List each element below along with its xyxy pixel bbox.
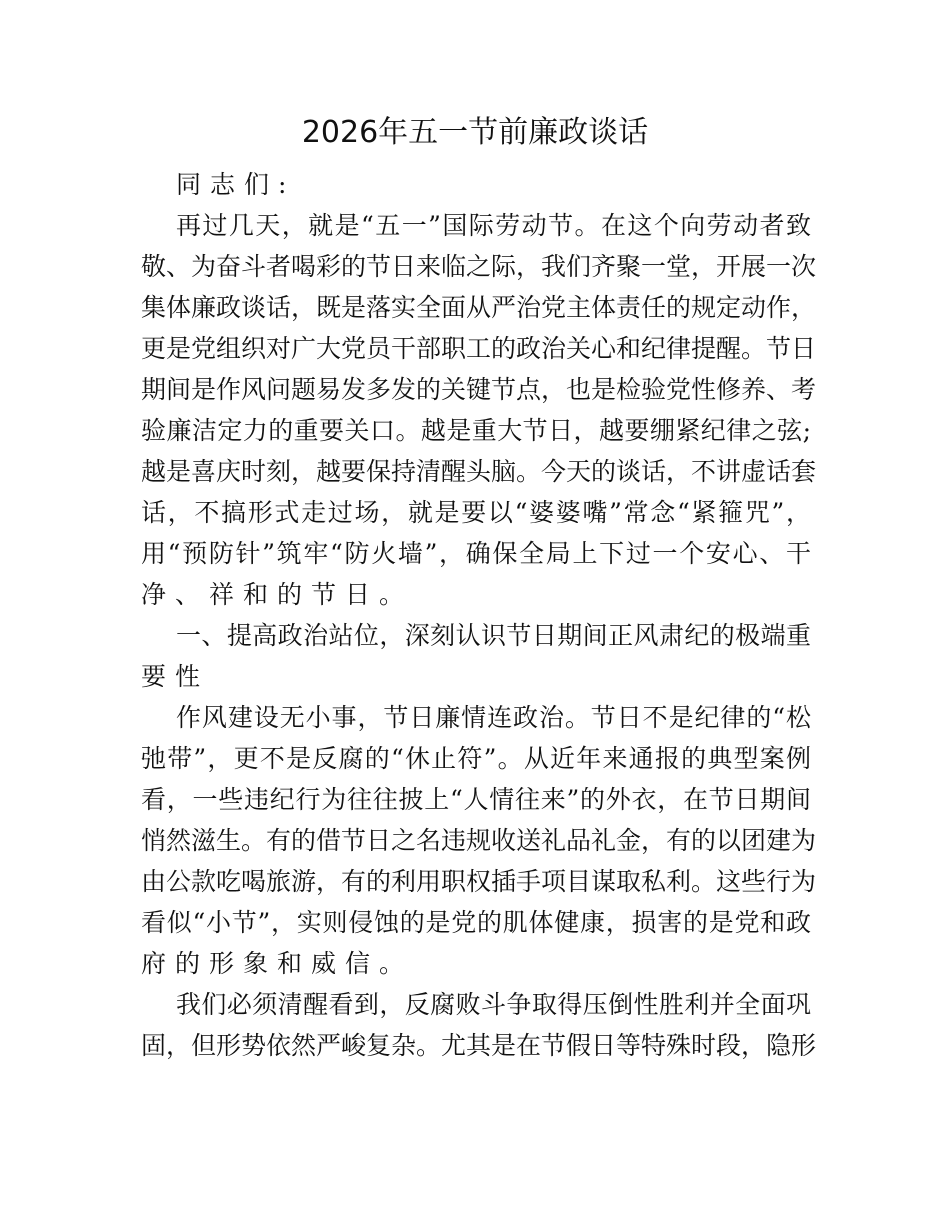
text-line: 看，一些违纪行为往往披上“人情往来”的外衣，在节日期间 bbox=[141, 785, 811, 814]
text-line: 固，但形势依然严峻复杂。尤其是在节假日等特殊时段，隐形 bbox=[141, 1031, 817, 1060]
document-title: 2026年五一节前廉政谈话 bbox=[301, 115, 649, 150]
text-line: 看似“小节”，实则侵蚀的是党的肌体健康，损害的是党和政 bbox=[141, 908, 811, 937]
text-line: 用“预防针”筑牢“防火墙”，确保全局上下过一个安心、干 bbox=[141, 539, 811, 568]
text-line: 弛带”，更不是反腐的“休止符”。从近年来通报的典型案例 bbox=[141, 744, 811, 773]
text-line: 我们必须清醒看到，反腐败斗争取得压倒性胜利并全面巩 bbox=[176, 990, 811, 1019]
text-line: 话，不搞形式走过场，就是要以“婆婆嘴”常念“紧箍咒”， bbox=[141, 498, 811, 527]
text-line: 府的形象和威信。 bbox=[141, 949, 414, 978]
text-line: 集体廉政谈话，既是落实全面从严治党主体责任的规定动作， bbox=[141, 293, 817, 322]
paragraph bbox=[141, 164, 811, 205]
text-line: 验廉洁定力的重要关口。越是重大节日，越要绷紧纪律之弦; bbox=[141, 416, 811, 445]
paragraph bbox=[141, 205, 817, 615]
text-line: 再过几天，就是“五一”国际劳动节。在这个向劳动者致 bbox=[176, 211, 811, 240]
text-line: 同志们: bbox=[176, 170, 296, 199]
text-line: 悄然滋生。有的借节日之名违规收送礼品礼金，有的以团建为 bbox=[141, 826, 817, 855]
paragraph bbox=[141, 615, 811, 697]
text-line: 敬、为奋斗者喝彩的节日来临之际，我们齐聚一堂，开展一次 bbox=[141, 252, 817, 281]
text-line: 更是党组织对广大党员干部职工的政治关心和纪律提醒。节日 bbox=[141, 334, 817, 363]
text-line: 净、祥和的节日。 bbox=[141, 580, 414, 609]
text-line: 由公款吃喝旅游，有的利用职权插手项目谋取私利。这些行为 bbox=[141, 867, 817, 896]
text-line: 一、提高政治站位，深刻认识节日期间正风肃纪的极端重 bbox=[176, 621, 811, 650]
text-line: 越是喜庆时刻，越要保持清醒头脑。今天的谈话，不讲虚话套 bbox=[141, 457, 817, 486]
text-line: 要性 bbox=[141, 662, 210, 691]
document-body bbox=[141, 164, 817, 1066]
text-line: 作风建设无小事，节日廉情连政治。节日不是纪律的“松 bbox=[176, 703, 811, 732]
paragraph bbox=[141, 697, 817, 984]
paragraph bbox=[141, 984, 817, 1066]
text-line: 期间是作风问题易发多发的关键节点，也是检验党性修养、考 bbox=[141, 375, 817, 404]
